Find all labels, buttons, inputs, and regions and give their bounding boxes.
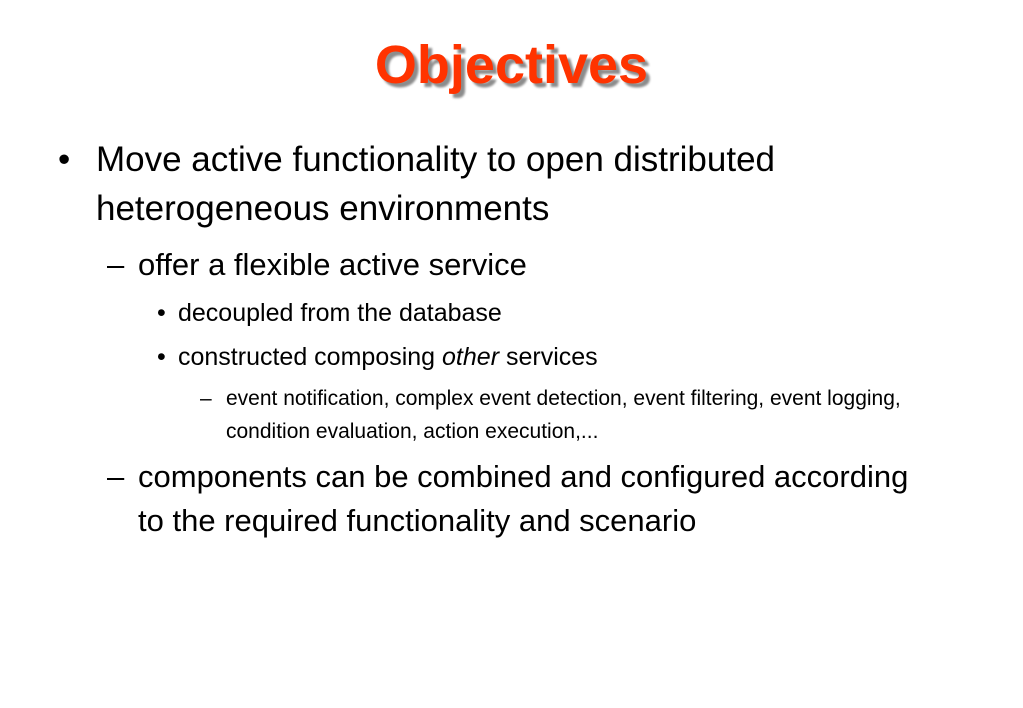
text-after-italic: services — [499, 343, 598, 371]
bullet-text: components can be combined and configured according to the required functionality and scenario — [138, 459, 909, 538]
bullet-text — [178, 338, 898, 376]
bullet-text: decoupled from the database — [178, 299, 502, 327]
slide-title: Objectives — [374, 35, 649, 95]
dash-marker: – — [107, 247, 125, 282]
bullet-text: Move active functionality to open distributed heterogeneous environments — [96, 140, 775, 228]
text-before-italic: constructed composing — [178, 343, 443, 371]
italic-word: other — [442, 343, 500, 371]
dash-marker: – — [200, 387, 212, 410]
bullet-marker: • — [157, 299, 166, 327]
bullet-text: event notification, complex event detection, event filtering, event logging, condition evaluation, action execution,... — [226, 387, 901, 443]
bullet-marker: • — [58, 140, 71, 179]
dash-marker: – — [107, 459, 125, 494]
bullet-text: offer a flexible active service — [138, 247, 527, 282]
bullet-marker: • — [157, 343, 166, 371]
